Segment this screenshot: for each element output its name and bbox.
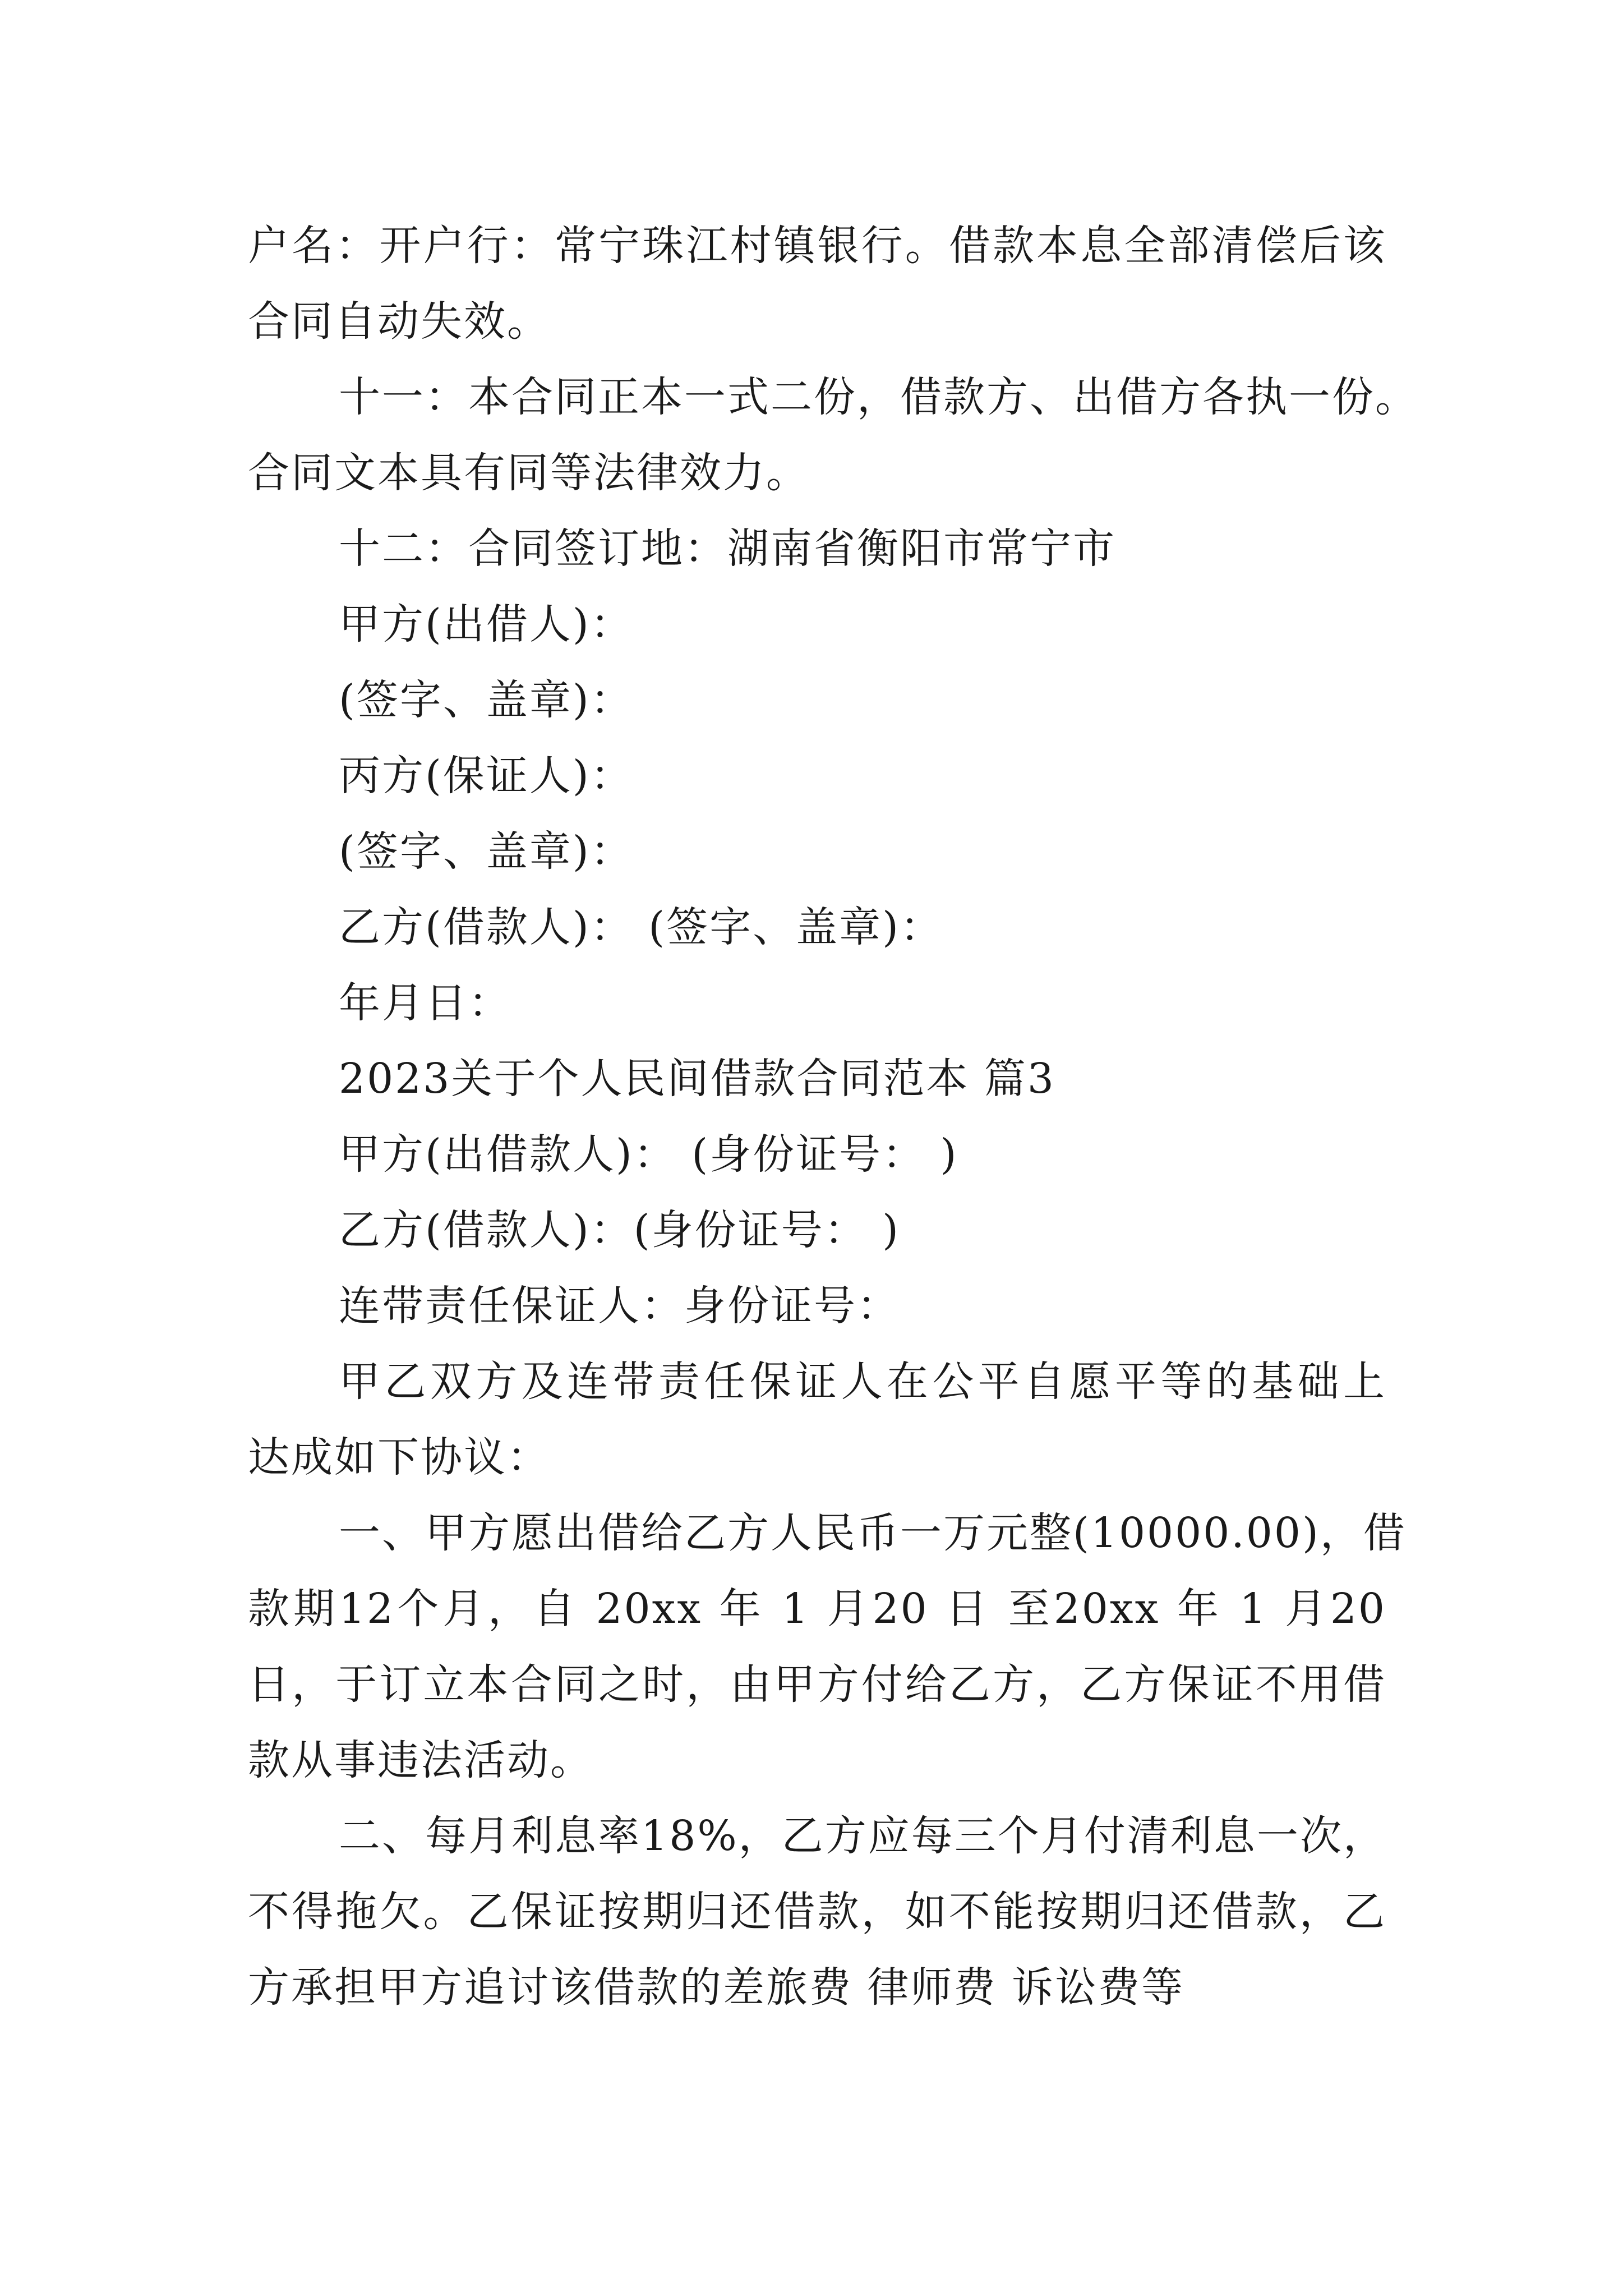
text-line-15: 连带责任保证人：身份证号： (339, 1282, 900, 1330)
document-page (248, 218, 1418, 2114)
text-line-9: (签字、盖章)： (339, 827, 634, 876)
text-line-21: 款从事违法活动。 (248, 1736, 593, 1784)
text-line-20: 日，于订立本合同之时，由甲方付给乙方，乙方保证不用借 (248, 1660, 1386, 1709)
text-line-18: 一、甲方愿出借给乙方人民币一万元整(10000.00)，借 (339, 1509, 1407, 1557)
text-line-17: 达成如下协议： (248, 1433, 550, 1481)
text-line-5: 十二：合同签订地：湖南省衡阳市常宁市 (339, 524, 1116, 573)
text-line-4: 合同文本具有同等法律效力。 (248, 449, 809, 497)
section-heading: 2023关于个人民间借款合同范本 篇3 (339, 1055, 1055, 1103)
text-line-23: 不得拖欠。乙保证按期归还借款，如不能按期归还借款，乙 (248, 1888, 1386, 1936)
text-line-13: 甲方(出借款人)： (身份证号： ) (339, 1130, 958, 1179)
text-line-2: 合同自动失效。 (248, 297, 550, 346)
text-line-11: 年月日： (339, 979, 511, 1027)
text-line-3: 十一：本合同正本一式二份，借款方、出借方各执一份。 (339, 373, 1418, 421)
text-line-6: 甲方(出借人)： (339, 600, 634, 648)
text-line-10: 乙方(借款人)： (签字、盖章)： (339, 903, 944, 951)
text-line-7: (签字、盖章)： (339, 676, 634, 724)
text-line-19: 款期12个月，自 20xx 年 1 月20 日 至20xx 年 1 月20 (248, 1585, 1386, 1633)
text-line-14: 乙方(借款人)：(身份证号： ) (339, 1206, 901, 1254)
text-line-1: 户名：开户行：常宁珠江村镇银行。借款本息全部清偿后该 (248, 222, 1386, 270)
text-line-22: 二、每月利息率18%，乙方应每三个月付清利息一次， (339, 1812, 1386, 1860)
text-line-8: 丙方(保证人)： (339, 752, 634, 800)
text-line-24: 方承担甲方追讨该借款的差旅费 律师费 诉讼费等 (248, 1963, 1185, 2012)
text-line-16: 甲乙双方及连带责任保证人在公平自愿平等的基础上 (339, 1358, 1386, 1406)
